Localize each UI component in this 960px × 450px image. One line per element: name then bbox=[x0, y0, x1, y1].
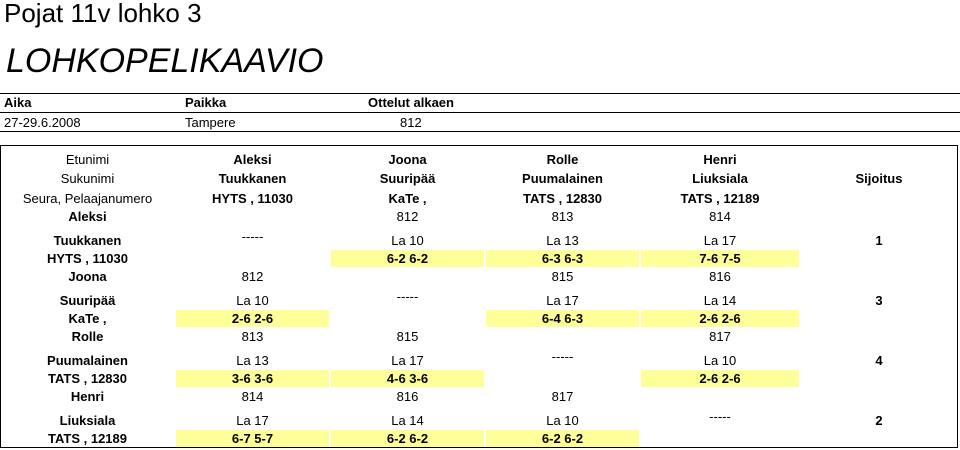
self-match-marker: ----- bbox=[241, 229, 264, 244]
match-number: 812 bbox=[396, 209, 419, 224]
match-number: 816 bbox=[709, 269, 731, 284]
match-number: 817 bbox=[551, 389, 574, 404]
row-player-first: Aleksi bbox=[68, 209, 107, 224]
column-player-last: Tuukkanen bbox=[218, 171, 287, 186]
match-number: 814 bbox=[709, 209, 731, 224]
column-player-first: Aleksi bbox=[233, 152, 272, 167]
ranking-header: Sijoitus bbox=[855, 171, 903, 186]
row-player-first: Joona bbox=[68, 269, 107, 284]
column-player-club: TATS , 12830 bbox=[523, 191, 602, 206]
match-time: La 17 bbox=[703, 233, 737, 248]
match-score: 6-2 6-2 bbox=[386, 431, 429, 446]
page-subtitle: LOHKOPELIKAAVIO bbox=[6, 42, 324, 80]
match-time: La 17 bbox=[391, 353, 424, 368]
column-player-club: KaTe , bbox=[388, 191, 427, 206]
info-label-start: Ottelut alkaen bbox=[368, 95, 454, 110]
match-score: 7-6 7-5 bbox=[699, 251, 741, 266]
page-title: Pojat 11v lohko 3 bbox=[4, 0, 202, 28]
match-time: La 10 bbox=[391, 233, 424, 248]
row-player-last: Suuripää bbox=[59, 293, 116, 308]
header-label: Seura, Pelaajanumero bbox=[22, 191, 153, 206]
row-player-first: Rolle bbox=[71, 329, 104, 344]
self-match-marker: ----- bbox=[551, 349, 574, 364]
column-player-first: Henri bbox=[703, 152, 737, 167]
match-time: La 17 bbox=[546, 293, 579, 308]
info-label-place: Paikka bbox=[185, 95, 227, 110]
match-score: 2-6 2-6 bbox=[699, 311, 741, 326]
row-player-last: Puumalainen bbox=[47, 353, 128, 368]
info-value-time: 27-29.6.2008 bbox=[4, 115, 81, 130]
player-ranking: 1 bbox=[875, 233, 883, 248]
self-match-marker: ----- bbox=[396, 289, 419, 304]
self-match-marker: ----- bbox=[709, 409, 731, 424]
match-score: 6-3 6-3 bbox=[541, 251, 584, 266]
match-number: 814 bbox=[241, 389, 264, 404]
match-number: 815 bbox=[396, 329, 419, 344]
column-player-first: Rolle bbox=[546, 152, 579, 167]
row-player-club: TATS , 12830 bbox=[48, 371, 127, 386]
match-number: 817 bbox=[709, 329, 731, 344]
info-label-time: Aika bbox=[4, 95, 32, 110]
row-player-club: HYTS , 11030 bbox=[47, 251, 128, 266]
match-time: La 14 bbox=[703, 293, 737, 308]
match-number: 813 bbox=[241, 329, 264, 344]
header-label: Sukunimi bbox=[60, 171, 115, 186]
match-score: 6-7 5-7 bbox=[231, 431, 274, 446]
column-player-club: TATS , 12189 bbox=[680, 191, 760, 206]
match-time: La 10 bbox=[236, 293, 269, 308]
match-score: 2-6 2-6 bbox=[231, 311, 274, 326]
info-value-place: Tampere bbox=[185, 115, 236, 130]
match-score: 4-6 3-6 bbox=[386, 371, 429, 386]
row-player-last: Liuksiala bbox=[59, 413, 116, 428]
match-number: 815 bbox=[551, 269, 574, 284]
column-player-club: HYTS , 11030 bbox=[212, 191, 293, 206]
row-player-last: Tuukkanen bbox=[53, 233, 122, 248]
row-player-club: TATS , 12189 bbox=[48, 431, 127, 446]
player-ranking: 2 bbox=[875, 413, 883, 428]
player-ranking: 3 bbox=[875, 293, 883, 308]
column-player-first: Joona bbox=[388, 152, 427, 167]
match-score: 3-6 3-6 bbox=[231, 371, 274, 386]
match-score: 6-4 6-3 bbox=[541, 311, 584, 326]
info-mid-rule bbox=[0, 112, 960, 113]
column-player-last: Puumalainen bbox=[522, 171, 603, 186]
row-player-club: KaTe , bbox=[68, 311, 107, 326]
player-ranking: 4 bbox=[875, 353, 883, 368]
match-number: 816 bbox=[396, 389, 419, 404]
match-time: La 10 bbox=[546, 413, 579, 428]
match-score: 2-6 2-6 bbox=[699, 371, 741, 386]
info-top-rule bbox=[0, 93, 960, 94]
info-value-start: 812 bbox=[400, 115, 422, 130]
match-time: La 13 bbox=[546, 233, 579, 248]
column-player-last: Suuripää bbox=[379, 171, 436, 186]
match-score: 6-2 6-2 bbox=[541, 431, 584, 446]
column-player-last: Liuksiala bbox=[692, 171, 748, 186]
match-time: La 10 bbox=[703, 353, 737, 368]
header-label: Etunimi bbox=[65, 152, 110, 167]
row-player-first: Henri bbox=[70, 389, 105, 404]
match-score: 6-2 6-2 bbox=[386, 251, 429, 266]
match-number: 812 bbox=[241, 269, 264, 284]
info-bottom-rule bbox=[0, 131, 960, 132]
match-number: 813 bbox=[551, 209, 574, 224]
match-time: La 14 bbox=[391, 413, 424, 428]
match-time: La 13 bbox=[236, 353, 269, 368]
match-time: La 17 bbox=[236, 413, 269, 428]
